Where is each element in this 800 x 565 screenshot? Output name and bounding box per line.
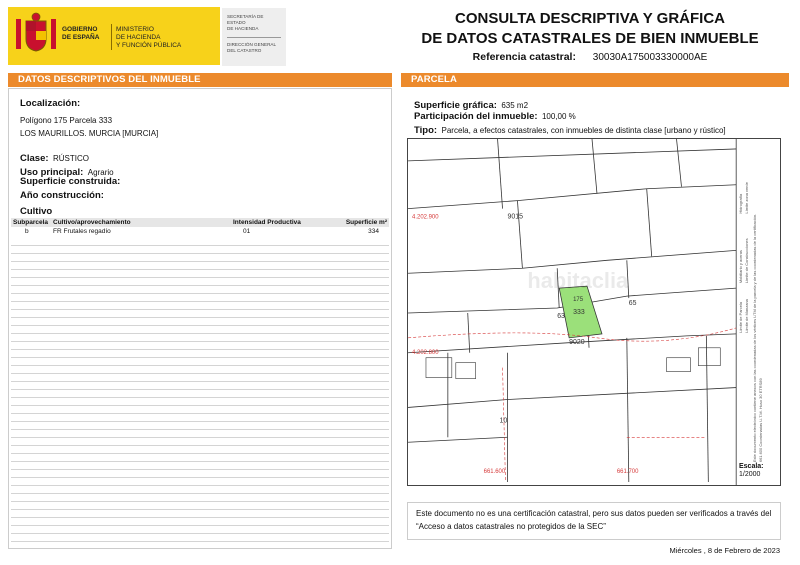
scale-box (739, 463, 764, 479)
cadastral-map[interactable] (407, 138, 781, 486)
page-title (395, 9, 785, 49)
cell-cultivo: FR Frutales regadío (53, 228, 111, 235)
map-label-63: 63 (557, 312, 565, 320)
clase-label: Clase: (20, 153, 49, 164)
coord-y2: 4.202.800 (412, 349, 439, 356)
cell-subparcela: b (25, 228, 29, 235)
coord-y1: 4.202.900 (412, 214, 439, 221)
map-label-9020: 9020 (569, 338, 585, 346)
ministry-line1: MINISTERIO (116, 26, 154, 33)
localizacion-line2: LOS MAURILLOS. MURCIA [MURCIA] (20, 129, 159, 138)
coord-x1: 661.600 (483, 469, 506, 476)
map-label-10: 10 (499, 417, 508, 425)
logo-divider (111, 24, 112, 50)
right-section-bar: PARCELA (401, 73, 789, 87)
title-line1: CONSULTA DESCRIPTIVA Y GRÁFICA (454, 10, 725, 27)
cell-intensidad: 01 (243, 228, 251, 235)
direccion-line2: DEL CATASTRO (227, 48, 262, 53)
watermark: habitaclia (527, 268, 629, 294)
ministry-line3: Y FUNCIÓN PÚBLICA (116, 42, 182, 49)
map-legend (738, 181, 763, 462)
secretaria-line2: DE HACIENDA (227, 26, 259, 31)
localizacion-label: Localización: (20, 98, 81, 109)
table-row (11, 227, 389, 236)
secretaria-block (222, 8, 286, 66)
legend-parcela: Límite de Parcela (738, 301, 744, 333)
coat-of-arms-icon (14, 11, 58, 55)
th-cultivo: Cultivo/aprovechamiento (51, 218, 231, 227)
scale-label: Escala: (739, 463, 764, 470)
legend-hidrografia: Hidrografía (738, 193, 744, 214)
th-subparcela: Subparcela (11, 218, 51, 227)
tipo-label: Tipo: (414, 125, 438, 136)
legend-construcciones: Límite de Construcciones (744, 238, 750, 284)
left-bar-title: DATOS DESCRIPTIVOS DEL (18, 74, 151, 85)
uso-value: Agrario (87, 168, 114, 177)
cell-superficie: 334 (368, 228, 379, 235)
legend-manzana: Límite de Manzana (744, 299, 750, 333)
secretaria-line1: SECRETARÍA DE ESTADO (227, 14, 264, 25)
legend-coords: 661.600 Coordenadas U.T.M. Huso 30 ETRS89 (758, 378, 764, 463)
coord-x2: 661.700 (616, 469, 639, 476)
cultivo-table (11, 218, 389, 236)
participacion-label: Participación del inmueble: (414, 111, 538, 122)
building-outlines (426, 348, 720, 379)
cultivo-label: Cultivo (20, 206, 53, 217)
legend-zona-verde: Límite zona verde (744, 182, 750, 214)
ministry-line2: DE HACIENDA (116, 34, 161, 41)
map-label-9015: 9015 (507, 213, 523, 221)
participacion-value: 100,00 % (541, 112, 576, 121)
gobierno-line2: DE ESPAÑA (62, 34, 100, 41)
anio-construccion-label: Año construcción: (20, 190, 104, 201)
left-bar-title-bold: INMUEBLE (150, 74, 201, 85)
map-label-333: 333 (573, 308, 585, 316)
scale-value: 1/2000 (739, 471, 761, 478)
tipo-row (414, 120, 726, 138)
empty-table-lines (11, 238, 389, 543)
clase-value: RÚSTICO (52, 154, 89, 163)
superficie-construida-label: Superficie construida: (20, 176, 121, 187)
document-date: Miércoles , 8 de Febrero de 2023 (669, 546, 780, 555)
map-label-65: 65 (628, 300, 637, 308)
map-label-175: 175 (573, 297, 584, 304)
localizacion-line1: Polígono 175 Parcela 333 (20, 116, 113, 125)
superficie-grafica-value: 635 m2 (501, 101, 529, 110)
title-line2: DE DATOS CATASTRALES DE BIEN INMUEBLE (421, 30, 759, 47)
uso-label: Uso principal: (20, 167, 84, 178)
th-superficie: Superficie m² (317, 218, 389, 227)
direccion-line1: DIRECCIÓN GENERAL (227, 42, 277, 47)
legend-doc: Este documento electrónico contiene anexos con las coordenadas de los vértices UTM de la parcela y de las coordenadas de la certificación. (752, 213, 758, 463)
ref-label: Referencia catastral: (472, 51, 576, 63)
superficie-grafica-label: Superficie gráfica: (414, 100, 497, 111)
disclaimer-note: Este documento no es una certificación catastral, pero sus datos pueden ser verificados a través del “Acceso a datos catastrales no protegidos de la SEC” (407, 502, 781, 540)
legend-mobiliario: Mobiliario y aceras (738, 250, 744, 284)
tipo-value: Parcela, a efectos catastrales, con inmuebles de distinta clase [urbano y rústico] (441, 126, 726, 135)
left-section-bar (8, 73, 392, 87)
th-intensidad: Intensidad Productiva (231, 218, 317, 227)
hydrography-lines (408, 328, 736, 482)
table-header-row (11, 218, 389, 227)
gobierno-line1: GOBIERNO (62, 26, 98, 33)
reference-row (395, 51, 785, 63)
ref-value: 30030A175003330000AE (592, 52, 708, 63)
